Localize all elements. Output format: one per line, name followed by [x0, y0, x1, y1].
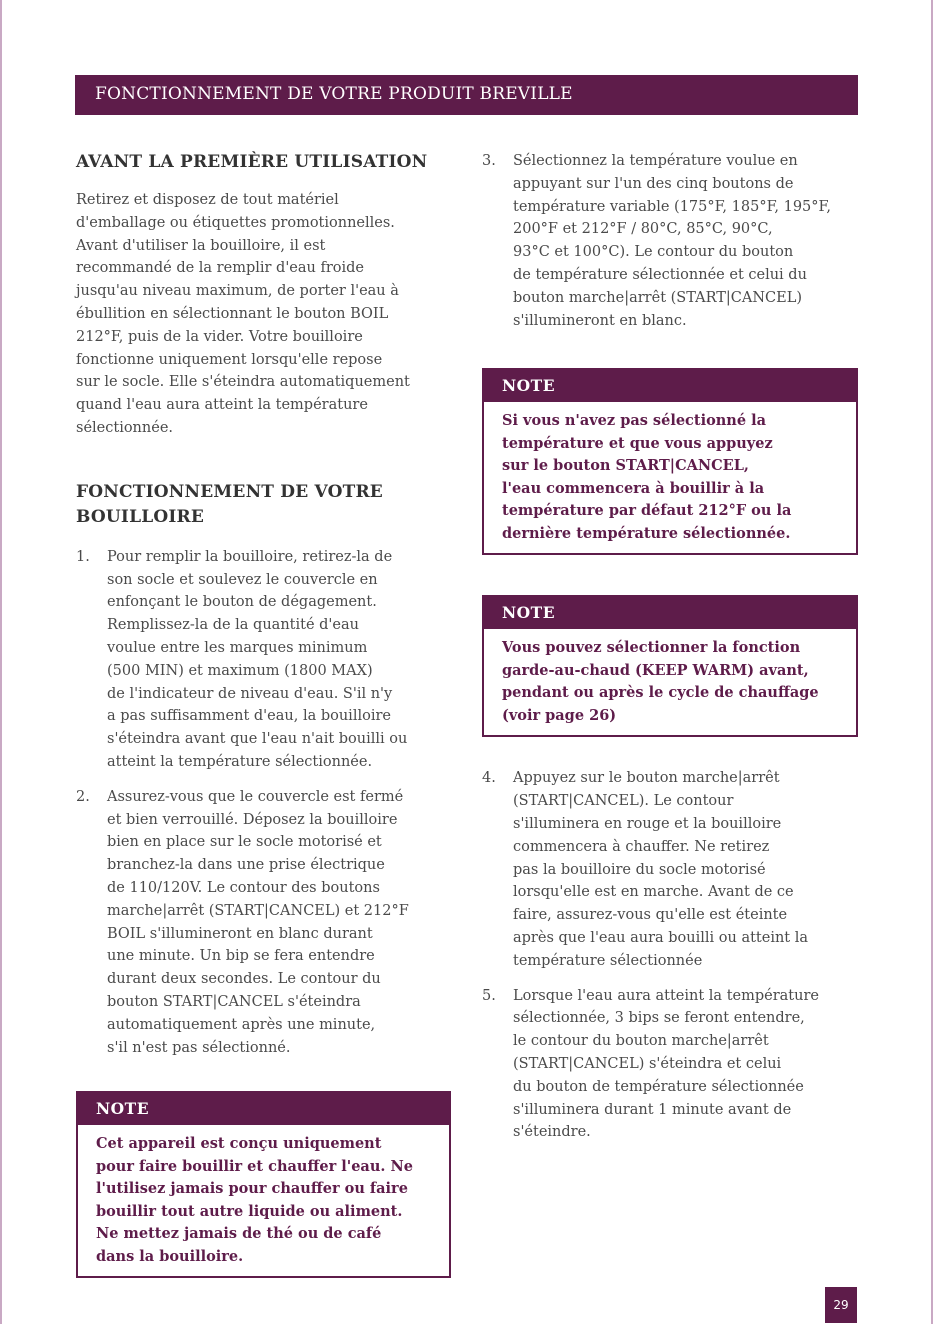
step-1 — [76, 546, 454, 774]
step-text: Pour remplir la bouilloire, retirez-la de son socle et soulevez le couvercle en enfonçant le bouton de dégagement. Remplissez-la de la quantité d'eau voulue entre les marques minimum (500 MIN) et maximum (1800 MAX) de l'indicateur de niveau d'eau. S'il n'y a pas suffisamment d'eau, la bouilloire s'éteindra avant que l'eau n'ait bouilli ou atteint la température sélectionnée. — [107, 548, 408, 770]
note-text: Si vous n'avez pas sélectionné la température et que vous appuyez sur le bouton START|CANCEL, l'eau commencera à bouillir à la température par défaut 212°F ou la dernière température sélectionnée. — [502, 412, 792, 542]
note-label: NOTE — [484, 597, 856, 629]
step-number: 5. — [482, 987, 496, 1004]
step-4 — [482, 767, 858, 972]
note-text: Cet appareil est conçu uniquement pour faire bouillir et chauffer l'eau. Ne l'utilisez jamais pour chauffer ou faire bouillir tout autre liquide ou aliment. Ne mettez jamais de thé ou de café dans la bouilloire. — [96, 1135, 413, 1265]
page-number: 29 — [825, 1287, 857, 1323]
step-text: Assurez-vous que le couvercle est fermé et bien verrouillé. Déposez la bouilloire bien en place sur le socle motorisé et branchez-la dans une prise électrique de 110/120V. Le contour des boutons marche|arrêt (START|CANCEL) et 212°F BOIL s'illumineront en blanc durant une minute. Un bip se fera entendre durant deux secondes. Le contour du bouton START|CANCEL s'éteindra automatiquement après une minute, s'il n'est pas sélectionné. — [107, 788, 409, 1056]
step-text: Appuyez sur le bouton marche|arrêt (START|CANCEL). Le contour s'illuminera en rouge et la bouilloire commencera à chauffer. Ne retirez pas la bouilloire du socle motorisé lorsqu'elle est en marche. Avant de ce faire, assurez-vous qu'elle est éteinte après que l'eau aura bouilli ou atteint la température sélectionnée — [513, 770, 809, 969]
left-column — [76, 150, 454, 1278]
step-number: 3. — [482, 153, 496, 169]
note-box-default-temperature — [482, 368, 858, 555]
step-number: 4. — [482, 770, 496, 787]
before-first-use-heading: AVANT LA PREMIÈRE UTILISATION — [76, 152, 428, 172]
step-5 — [482, 985, 858, 1145]
step-text: Lorsque l'eau aura atteint la température sélectionnée, 3 bips se feront entendre, le contour du bouton marche|arrêt (START|CANCEL) s'éteindra et celui du bouton de température sélectionnée s'illuminera durant 1 minute avant de s'éteindre. — [513, 987, 819, 1141]
step-3 — [482, 150, 858, 332]
step-text: Sélectionnez la température voulue en appuyant sur l'un des cinq boutons de température variable (175°F, 185°F, 195°F, 200°F et 212°F / 80°C, 85°C, 90°C, 93°C et 100°C). Le contour du bouton de température sélectionnée et celui du bouton marche|arrêt (START|CANCEL) s'illumineront en blanc. — [513, 153, 831, 329]
note-label: NOTE — [484, 370, 856, 402]
step-number: 1. — [76, 548, 90, 565]
section-header — [75, 75, 858, 115]
step-number: 2. — [76, 788, 90, 805]
right-column — [482, 150, 858, 1144]
section-header-title: FONCTIONNEMENT DE VOTRE PRODUIT BREVILLE — [95, 84, 573, 104]
note-box-appliance-use — [76, 1091, 451, 1278]
step-2 — [76, 786, 454, 1060]
note-label: NOTE — [78, 1093, 449, 1125]
note-text: Vous pouvez sélectionner la fonction garde-au-chaud (KEEP WARM) avant, pendant ou après le cycle de chauffage (voir page 26) — [502, 639, 819, 724]
note-box-keep-warm — [482, 595, 858, 737]
before-first-use-text: Retirez et disposez de tout matériel d'emballage ou étiquettes promotionnelles. Avant d'utiliser la bouilloire, il est recommandé de la remplir d'eau froide jusqu'au niveau maximum, de porter l'eau à ébullition en sélectionnant le bouton BOIL 212°F, puis de la vider. Votre bouilloire fonctionne uniquement lorsqu'elle repose sur le socle. Elle s'éteindra automatiquement quand l'eau aura atteint la température sélectionnée. — [76, 192, 410, 436]
operation-heading: FONCTIONNEMENT DE VOTRE BOUILLOIRE — [76, 481, 383, 527]
